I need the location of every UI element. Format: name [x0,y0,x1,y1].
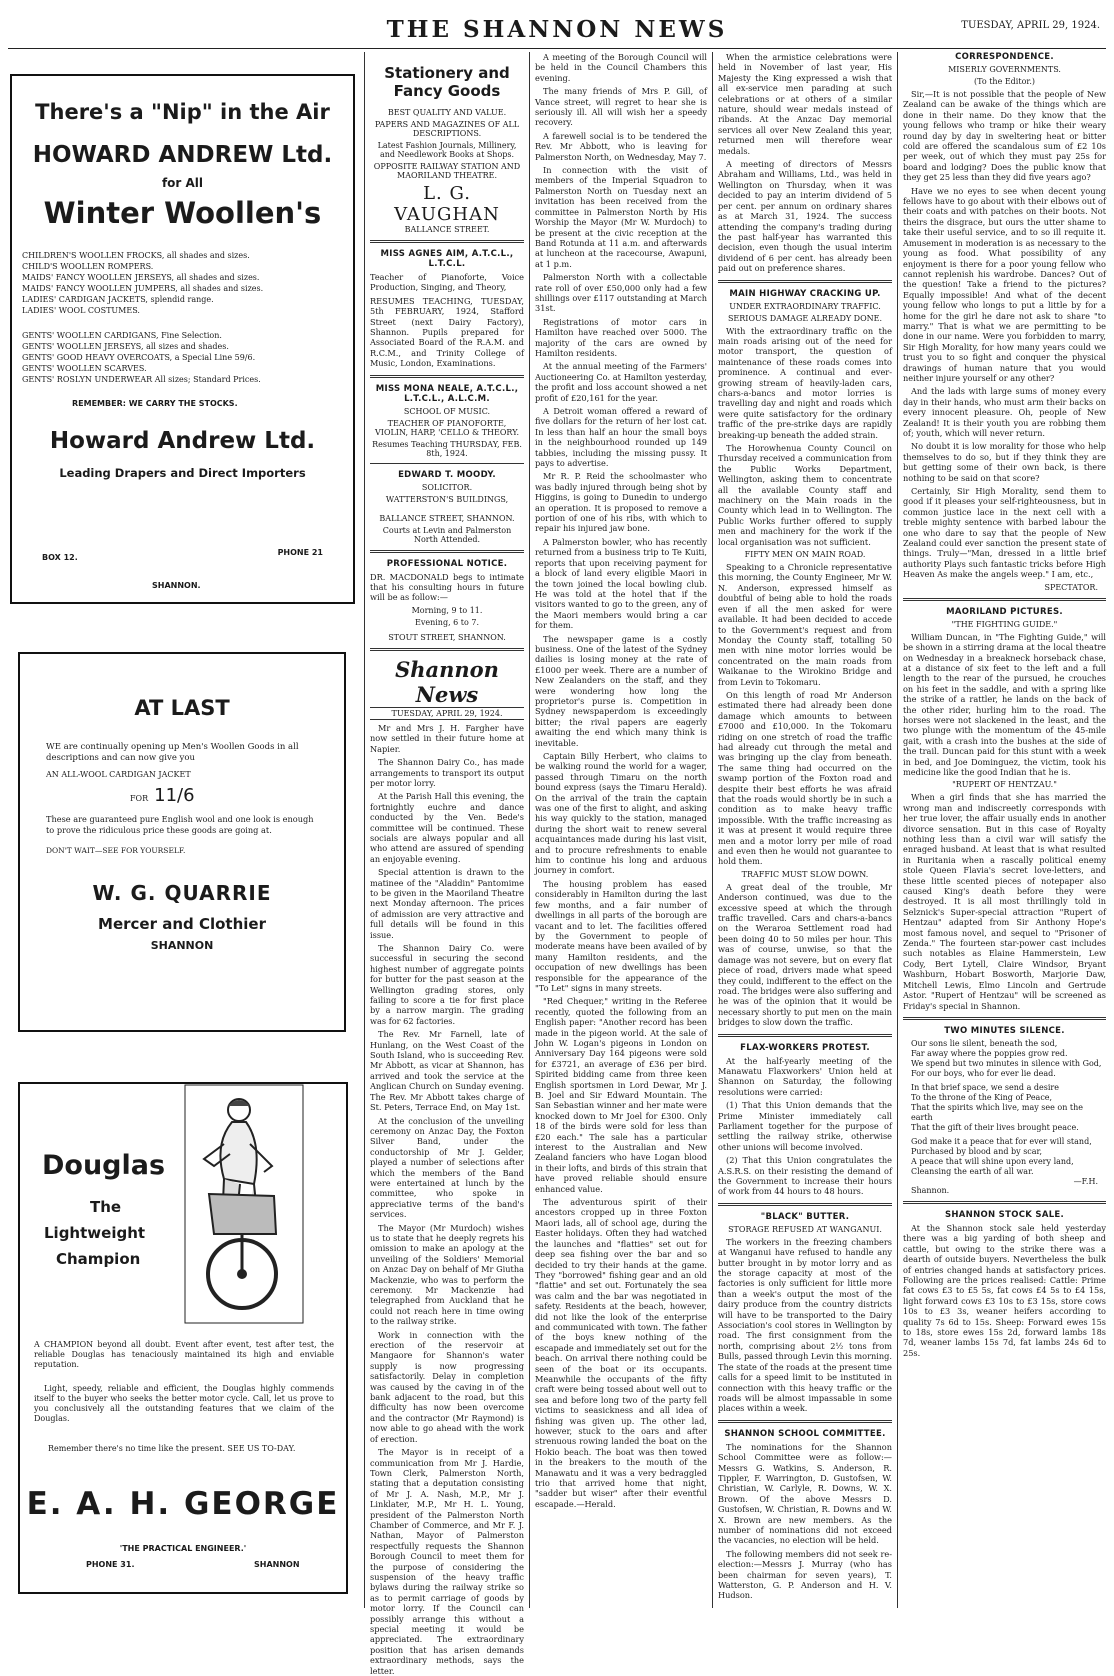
news-paragraph: A Palmerston bowler, who has recently returned from a business trip to Te Kuiti, reports that upon receiving payment for a block of land every eligible Maori in the town joined the local bowling club. He was told at the hotel that if the visitors wanted to go to the green, any of the Maori members would bring a car for them. [535,536,707,631]
advert-winter-woollens: Winter Woollen's [43,196,322,230]
news-paragraph: (1) That this Union demands that the Prime Minister immediately call Parliament together for the purpose of settling the railway strike, otherwise other unions will become involved. [718,1100,892,1152]
motorcyclist-illustration [184,1084,304,1324]
ad-line: Courts at Levin and Palmerston North Attended. [382,525,512,544]
column-divider [712,52,713,1608]
shannon-news-nameplate: Shannon News [395,656,499,707]
news-paragraph: A meeting of directors of Messrs Abraham and Williams, Ltd., was held in Wellington on Thursday, when it was decided to pay an interim dividend of 5 per cent. per annum on ordinary shares as at March 31, 1924. The success attending the company's trading during the past half-year has warranted this decision, even though the usual interim dividend of 6 per cent. has already been paid out on preference shares. [718,159,892,274]
poem-line: In that brief space, we send a desire [911,1082,1059,1092]
article-subheading: STORAGE REFUSED AT WANGANUI. [728,1224,882,1234]
advert-callout: Remember there's no time like the present. SEE US TO-DAY. [48,1444,296,1453]
news-paragraph: Speaking to a Chronicle representative this morning, the County Engineer, Mr W. N. Anderson, expressed himself as doubtful of being able to hold the roads even if all the men asked for were available. It had been decided to accede to the Government's request and from Monday the County staff, totalling 50 men with nine motor lorries would be concentrated on the main roads from Waikanae to the Wirokino Bridge and from Levin to Tokomaru. [718,562,892,687]
quarrie-name: W. G. QUARRIE [92,881,272,905]
ad-line: SOLICITOR. [421,482,473,492]
news-paragraph: At the Parish Hall this evening, the fortnightly euchre and dance conducted by the Ven. Bede's committee will be continued. These socials are always popular and all who attend are assured of spending an enjoyable evening. [370,791,524,864]
at-last-heading: AT LAST [134,696,230,720]
news-paragraph: At the half-yearly meeting of the Manawatu Flaxworkers' Union held at Shannon on Saturday, the following resolutions were carried: [718,1055,892,1097]
advert-body: WE are continually opening up Men's Woollen Goods in all descriptions and can now give you [46,742,299,763]
advert-paragraph: Light, speedy, reliable and efficient, the Douglas highly commends itself to the buyer who seeks the better motor cycle. Call, let us prove to you conclusively all the outstanding features that we claim of the Douglas. [34,1384,334,1423]
news-paragraph: The adventurous spirit of their ancestors cropped up in three Foxton Maori lads, all of school age, during the Easter holidays. Often they had watched the launches and "flatties" set out for deep sea fishing over the bar and so decided to try their hands at the game. They "borrowed" fishing gear and an old "flattie" and set out. Fortunately the sea was calm and the bar was negotiated in safety. Residents at the beach, however, did not like the look of the enterprise and communicated with town. The father of the boys knew nothing of the escapade and immediately set out for the beach. On arrival there nothing could be seen of the boat or its occupants. Meanwhile the occupants of the fifty craft were being tossed about well out to sea and before long two of the party fell victims to seasickness and all idea of fishing was given up. The other lad, however, stuck to the oars and after strenuous rowing landed the boat on the Hokio beach. The boat was then towed in the breakers to the mouth of the Manawatu and it was a very bedraggled trio that arrived home that night, "sadder but wiser" after their eventful escapade.—Herald. [535,1197,707,1509]
news-paragraph: The Mayor is in receipt of a communication from Mr J. Hardie, Town Clerk, Palmerston North, stating that a deputation consisting of Mr J. A. Nash, M.P., Mr J. Linklater, M.P., Mr H. L. Young, president of the Palmerston North Chamber of Commerce, and Mr F. J. Nathan, Mayor of Palmerston respectfully requests the Shannon Borough Council to meet them for the purpose of considering the suspension of the heavy traffic bylaws during the railway strike so as to permit carriage of goods by motor lorry. If the Council can possibly arrange this without a special meeting it would be appreciated. The extraordinary position that has arisen demands extraordinary methods, says the letter. [370,1447,524,1676]
news-paragraph: Palmerston North with a collectable rate roll of over £50,000 only had a few shillings over £117 outstanding at March 31st. [535,272,707,314]
list-item: LADIES' CARDIGAN JACKETS, splendid range. [22,295,214,304]
article-subheading: SERIOUS DAMAGE ALREADY DONE. [727,313,883,323]
douglas-lightweight: Lightweight [44,1224,146,1242]
advert-for-all: for All [161,176,204,190]
douglas-the: The [90,1198,122,1216]
ad-line: BALLANCE STREET, SHANNON. [379,513,515,523]
trade-line: Mercer and Clothier [98,915,266,933]
poem-line: Purchased by blood and by scar, [911,1146,1043,1156]
news-paragraph: A meeting of the Borough Council will be held in the Council Chambers this evening. [535,52,707,83]
town: SHANNON. [152,581,201,590]
fancy-goods-heading: Fancy Goods [393,82,501,100]
poem-line: We spend but two minutes in silence with God, [911,1058,1102,1068]
poem-line: That the spirits which live, may see on the earth [911,1102,1084,1122]
news-paragraph: Captain Billy Herbert, who claims to be walking round the world for a wager, passed through Timaru on the north bound express (says the Timaru Herald). On the arrival of the train the captain was one of the first to alight, and asking his way quickly to the station, managed during the short wait to renew several acquaintances made during his last visit, and to procure refreshments to enable him to continue his long and arduous journey in comfort. [535,751,707,876]
list-item: CHILD'S WOOLLEN ROMPERS. [22,262,154,271]
news-paragraph: A farewell social is to be tendered the Rev. Mr Abbott, who is leaving for Palmerston North, on Wednesday, May 7. [535,130,707,162]
letter-paragraph: Certainly, Sir High Morality, send them to good if it pleases your self-righteousness, but in common justice lace in the next cell with a treble mighty sentence with barbed labour the one who dare to say that the people of New Zealand could ever sanction the present state of things. Truly—"Man, dressed in a little brief authority Plays such fantastic tricks before High Heaven As make the angels weep." I am, etc., [903,486,1106,580]
article-subheading: "RUPERT OF HENTZAU." [952,780,1057,790]
ad-line: BALLANCE STREET. [404,225,490,234]
poem-line: God make it a peace that for ever will stand, [911,1136,1092,1146]
ad-line: PAPERS AND MAGAZINES OF ALL DESCRIPTIONS. [374,120,520,138]
ad-line: Morning, 9 to 11. [411,605,483,615]
news-paragraph: William Duncan, in "The Fighting Guide," will be shown in a stirring drama at the local theatre on Wednesday in a breakneck horseback chase, at a distance of six feet to the left and a full length to the rear of the pursued, he crouches on his feet in the saddle, and with a spring like the strike of a rattler, he lands on the back of the other rider, hurling him to the road. The horses were not slackened in the least, and the two plunge with the momentum of the 45-mile gait, with a crash into the bushes at the side of the trail. Duncan paid for this stunt with a week in bed, and Joe Dominguez, the victim, took his medicine like the good Indian that he is. [903,631,1106,777]
poem-line: To the throne of the King of Peace, [911,1092,1053,1102]
ad-line: WATTERSTON'S BUILDINGS, [385,494,509,504]
news-paragraph: With the extraordinary traffic on the main roads arising out of the need for motor transport, the question of maintenance of these roads comes into prominence. A continual and ever-growing stream of heavily-laden cars, chars-a-bancs and motor lorries is travelling day and night and roads which were quite satisfactory for the ordinary traffic of the pre-strike days are rapidly breaking-up beneath the added strain. [718,325,892,440]
news-paragraph: Registrations of motor cars in Hamilton have reached over 5000. The majority of the cars are owned by Hamilton residents. [535,316,707,358]
news-paragraph: When the armistice celebrations were held in November of last year, His Majesty the King expressed a wish that all ex-service men parading at such celebrations or at others of a similar nature, should wear medals instead of ribands. At the Anzac Day memorial services all over New Zealand this year, returned men will therefore wear medals. [718,52,892,156]
letter-title: MISERLY GOVERNMENTS. [948,65,1061,74]
poem-line: Our sons lie silent, beneath the sod, [911,1038,1058,1048]
guarantee-text: These are guaranteed pure English wool and one look is enough to prove the ridiculous price these goods are going at. [46,814,314,835]
poem [903,1039,1106,1177]
article-heading: MAORILAND PICTURES. [946,606,1063,617]
article-heading: FLAX-WORKERS PROTEST. [740,1042,870,1053]
list-item: GENTS' WOOLLEN CARDIGANS, Fine Selection. [22,331,222,340]
phone-number: PHONE 21 [277,548,323,557]
news-paragraph: (2) That this Union congratulates the A.S.R.S. on their resisting the demand of the Government to increase their hours of work from 44 hours to 48 hours. [718,1155,892,1197]
column-divider [897,52,898,1608]
masthead [0,14,1114,46]
news-paragraph: "Red Chequer," writing in the Referee recently, quoted the following from an English paper: "Another record has been made in the pigeon world. At the sale of John W. Logan's pigeons in London on Anniversary Day 164 pigeons were sold for £3721, an average of £36 per bird. Spirited bidding came from three keen English sportsmen in Lord Dewar, Mr J. B. Joel and Sir Edward Mountain. The San Sebastian winner and her mate were knocked down to Mr Joel for £300. Only 18 of the birds were sold for less than £20 each." The sale has a particular interest to the Australian and New Zealand fanciers who have Logan blood in their lofts, and birds of this strain that have proved reliable should ensure enhanced value. [535,996,707,1194]
vaughan-name: L. G. VAUGHAN [394,183,500,225]
news-paragraph: In connection with the visit of members of the Imperial Squadron to Palmerston North on Tuesday next an invitation has been received from the committee in Palmerston North by His Worship the Mayor (Mr W. Murdoch) to be present at the civic reception at the Band Rotunda at 11 a.m. and afterwards at luncheon at the racecourse, Awapuni, at 1 p.m. [535,165,707,269]
ad-line: STOUT STREET, SHANNON. [388,632,506,642]
ad-line: BEST QUALITY AND VALUE. [387,108,507,117]
advert-paragraph: A CHAMPION beyond all doubt. Event after event, test after test, the reliable Douglas has tenaciously maintained its high and enviable reputation. [34,1340,334,1369]
news-paragraph: The workers in the freezing chambers at Wanganui have refused to handle any butter brought in by motor lorry and as the storage capacity at most of the factories is only sufficient for little more than a week's output the most of the dairy produce from the country districts will have to be transported to the Dairy Association's cool stores in Wellington by road. The first consignment from the north, comprising about 2½ tons from Bulls, passed through Levin this morning. The state of the roads at the present time calls for a speed limit to be instituted in connection with this heavy traffic or the roads will be almost impassable in some places within a week. [718,1236,892,1414]
article-subheading: UNDER EXTRAORDINARY TRAFFIC. [729,301,881,311]
column-divider [529,52,530,1608]
news-paragraph: The following members did not seek re-election:—Messrs J. Murray (who has been chairman for seven years), T. Watterston, G. P. Anderson and H. V. Hudson. [718,1548,892,1601]
price: 11/6 [154,785,195,806]
newspaper-title: THE SHANNON NEWS [386,16,728,43]
childrens-ladies-list [22,250,353,316]
column-4 [718,52,892,1608]
news-paragraph: The Shannon Dairy Co. were successful in securing the second highest number of aggregate points for butter for the past season at the Wellington grading stores, only failing to score a tie for first place by a narrow margin. The grading was for 62 factories. [370,943,524,1026]
macdonald-notice: DR. MACDONALD begs to intimate that his consulting hours in future will be as follow:— [370,571,524,603]
news-paragraph: The Mayor (Mr Murdoch) wishes us to state that he deeply regrets his omission to make an apology at the unveiling of the Soldiers' Memorial on Anzac Day on behalf of Mr Giutha Mackenzie, who was to perform the ceremony. Mr Mackenzie had telegraphed from Auckland that he could not reach here in time owing to the railway strike. [370,1222,524,1327]
ad-line: Latest Fashion Journals, Millinery, and Needlework Books at Shops. [377,141,517,159]
douglas-name: Douglas [42,1150,166,1181]
masthead-rule [8,48,1106,49]
douglas-advert [18,1082,348,1594]
poem-line: Cleansing the earth of all war. [911,1166,1034,1176]
news-paragraph: The Horowhenua County Council on Thursday received a communication from the Public Works Department, Wellington, asking them to concentrate all the available County staff and machinery on the Main roads in the County which lead in to Wellington. The Public Works further offered to supply men and machinery for the work if the local organisation was not sufficient. [718,443,892,547]
column-2 [370,52,524,1676]
letter-paragraph: And the lads with large sums of money every day in their hands, who must arm their backs on every innocent pleasure. Oh, people of New Zealand! It is their youth you are robbing them of; youth, which will never return. [903,386,1106,438]
letter-paragraph: No doubt it is low morality for those who help themselves to do so, but if they think they are but getting some of their own back, is there nothing to be said on that score? [903,441,1106,483]
poem-place: Shannon. [911,1185,950,1195]
list-item: GENTS' WOOLLEN SCARVES. [22,364,147,373]
article-heading: TWO MINUTES SILENCE. [944,1025,1065,1036]
advert-tagline: Leading Drapers and Direct Importers [59,466,306,480]
quarrie-advert [18,652,346,1032]
ad-line: SCHOOL OF MUSIC. [403,406,491,416]
news-paragraph: At the Shannon stock sale held yesterday there was a big yarding of both sheep and cattle, but owing to the strike there was a dearth of outside buyers. Nevertheless the bulk of entries changed hands at satisfactory prices. Following are the prices realised: Cattle: Prime fat cows £3 to £5 5s, fat cows £4 5s to £4 15s, light forward cows £3 10s to £3 15s, store cows 10s to £3 3s, weaner heifers according to quality 7s 6d to 15s. Sheep: Forward ewes 15s to 18s, store ewes 15s 2d, forward lambs 18s 7d, weaner lambs 15s 7d, fat lambs 24s 6d to 25s. [903,1222,1106,1358]
ad-line: Evening, 6 to 7. [414,617,479,627]
article-subheading: FIFTY MEN ON MAIN ROAD. [744,550,866,560]
george-name: E. A. H. GEORGE [26,1486,340,1522]
news-paragraph: At the conclusion of the unveiling ceremony on Anzac Day, the Foxton Silver Band, under the conductorship of Mr J. Gelder, played a number of selections after which the members of the Band were entertained at lunch by the committee, who spoke in appreciative terms of the band's services. [370,1115,524,1220]
advert-company: HOWARD ANDREW Ltd. [32,142,333,168]
ad-line: TEACHER OF PIANOFORTE, VIOLIN, HARP, 'CELLO & THEORY. [375,418,519,437]
column-divider [364,52,365,1608]
remember-line: REMEMBER: WE CARRY THE STOCKS. [72,399,238,408]
jacket-line: AN ALL-WOOL CARDIGAN JACKET [46,770,191,779]
poem-signature: —F.H. [1073,1176,1098,1186]
news-paragraph: Mr R. P. Reid the schoolmaster who was badly injured through being shot by Higgins, is going to Dunedin to undergo an operation. It is proposed to remove a portion of one of his ribs, with which to repair his injured jaw bone. [535,471,707,534]
article-subheading: "THE FIGHTING GUIDE." [951,619,1058,629]
practical-engineer: 'THE PRACTICAL ENGINEER.' [119,1544,247,1553]
aim-text: Teacher of Pianoforte, Voice Production, Singing, and Theory, [370,272,524,293]
news-paragraph: The newspaper game is a costly business. One of the latest of the Sydney dailies is losing money at the rate of £1000 per week. There are a number of New Zealanders on the staff, and they were wondering how long the proprietor's purse is. Competition in Sydney newspaperdom is exceedingly bitter; the rival papers are eagerly awaiting the end which many think is inevitable. [535,633,707,748]
ad-line: OPPOSITE RAILWAY STATION AND MAORILAND THEATRE. [373,162,521,180]
poem-line: Far away where the poppies grow red. [911,1048,1068,1058]
price-line [130,785,344,806]
letter-signature: SPECTATOR. [1044,582,1098,592]
column-5 [903,52,1106,1608]
news-paragraph: The many friends of Mrs P. Gill, of Vance street, will regret to hear she is seriously ill. All will wish her a speedy recovery. [535,86,707,128]
letter-paragraph: Have we no eyes to see when decent young fellows have to go about with their elbows out of their coats and with patches on their boots. Not theirs the disgrace, but ours the utter shame to take their useful service, and to so ill requite it. Amusement in moderation is as necessary to the young as food. What possibility of any enjoyment is there for a poor young fellow who cannot replenish his wardrobe. Dances? Out of the question! Take a friend to the pictures? Equally impossible! And what of the decent young fellow who longs to put a little by for a home for the girl he dare not ask to share "to marry." That is what we are permitting to be done in our name. Were you forbidden to marry, Sir High Morality, for how many years could we trust you to so fight and conquer the physical drawings of human nature that you would neither injure yourself or any other? [903,185,1106,383]
list-item: LADIES' WOOL COSTUMES. [22,306,140,315]
box-number: BOX 12. [42,553,78,562]
news-paragraph: The Shannon Dairy Co., has made arrangements to transport its output per motor lorry. [370,757,524,788]
dont-wait: DON'T WAIT—SEE FOR YOURSELF. [46,846,186,855]
stationery-heading: Stationery and [384,64,510,82]
news-paragraph: The Rev. Mr Farnell, late of Hunlang, on the West Coast of the South Island, who is succeeding Rev. Mr Abbott, as vicar at Shannon, has arrived and took the service at the Anglican Church on Sunday evening. The Rev. Mr Abbott takes charge of St. Peters, Terrace End, on May 1st. [370,1029,524,1113]
column-3 [535,52,707,1608]
article-subheading: TRAFFIC MUST SLOW DOWN. [741,869,869,879]
advert-headline: There's a "Nip" in the Air [35,100,330,124]
ad-line: Resumes Teaching THURSDAY, FEB. 8th, 1924. [372,439,522,458]
town: SHANNON [254,1560,300,1569]
town: SHANNON [150,939,214,952]
gents-list [22,330,353,385]
list-item: CHILDREN'S WOOLLEN FROCKS, all shades and sizes. [22,251,250,260]
article-heading: MAIN HIGHWAY CRACKING UP. [729,288,881,299]
article-heading: SHANNON STOCK SALE. [944,1209,1065,1220]
professional-notice-heading: PROFESSIONAL NOTICE. [386,558,508,569]
phone-number: PHONE 31. [86,1560,135,1569]
nameplate-date: TUESDAY, APRIL 29, 1924. [370,707,524,720]
letter-address: (To the Editor.) [974,77,1035,86]
news-paragraph: Special attention is drawn to the matinee of the "Aladdin" Pantomime to be given in the Maoriland Theatre next Monday afternoon. The prices of admission are very attractive and full details will be found in this issue. [370,867,524,940]
news-paragraph: At the annual meeting of the Farmers' Auctioneering Co. at Hamilton yesterday, the profit and loss account showed a net profit of £20,161 for the year. [535,361,707,403]
aim-resumes: RESUMES TEACHING, TUESDAY, 5th FEBRUARY, 1924, Stafford Street (next Dairy Factory), Shannon. Pupils prepared for Associated Board of the R.A.M. and R.C.M., and Trinity College of Music, London, Examinations. [370,295,524,369]
poem-line: For our boys, who for ever lie dead. [911,1068,1056,1078]
news-paragraph: On this length of road Mr Anderson estimated there had already been done damage which amounts to between £7000 and £10,000. In the Tokomaru riding on one stretch of road the traffic had already cut through the metal and was bringing up the clay from beneath. The same thing had occurred on the swamp portion of the Foxton road and despite their best efforts he was afraid that the roads would shortly be in such a condition as to make heavy traffic impossible. With the traffic increasing as it was at present it would require three men and a motor lorry per mile of road and even then he would not guarantee to hold them. [718,689,892,867]
letter-paragraph: Sir,—It is not possible that the people of New Zealand can be awake of the things which are done in their name. Do they know that the young fellows who tramp or hike their weary round day by day in sweltering heat or bitter cold are offered the scandalous sum of £2 10s per week, out of which they must pay 25s for board and lodging? Does the public know that they get 25 less than they did five years ago? [903,89,1106,183]
news-paragraph: When a girl finds that she has married the wrong man and indiscreetly corresponds with her true lover, the affair usually ends in another divorce sensation. But in this case of Royalty nothing less than a civil war will satisfy the enraged husband. At least that is what resulted in Ruritania when a rascally political enemy stole Queen Flavia's secret love-letters, and these little scented pieces of notepaper also caused King's death before they were destroyed. It is all most thrillingly told in Selznick's Super-special attraction "Rupert of Hentzau" adapted from Sir Anthony Hope's most famous novel, and sequel to "Prisoner of Zenda." The fourteen star-power cast includes such notables as Elaine Hammerstein, Lew Cody, Bert Lytell, Claire Windsor, Bryant Washburn, Hobart Bosworth, Marjorie Daw, Mitchell Lewis, Elmo Lincoln and Gertrude Astor. "Rupert of Hentzau" will be screened as Friday's special in Shannon. [903,792,1106,1011]
news-paragraph: A great deal of the trouble, Mr Anderson continued, was due to the excessive speed at which the through traffic travelled. Cars and chars-a-bancs on the Weraroa Settlement road had been doing 40 to 50 miles per hour. This was of course, unwise, so that the damage was not severe, but on every flat piece of road, drivers made what speed they could, indifferent to the effect on the road. The bridges were also suffering and he was of the opinion that it would be necessary shortly to put men on the main bridges to slow down the traffic. [718,881,892,1028]
poem-line: A peace that will shine upon every land, [911,1156,1074,1166]
list-item: GENTS' GOOD HEAVY OVERCOATS, a Special Line 59/6. [22,353,256,362]
news-paragraph: Mr and Mrs J. H. Fargher have now settled in their future home at Napier. [370,722,524,754]
advert-signature: Howard Andrew Ltd. [49,428,316,454]
poem-line: That the gift of their lives brought peace. [911,1122,1079,1132]
aim-heading: MISS AGNES AIM, A.T.C.L., L.T.C.L. [380,249,514,269]
douglas-champion: Champion [56,1250,141,1268]
article-heading: SHANNON SCHOOL COMMITTEE. [724,1428,886,1439]
news-paragraph: Work in connection with the erection of the reservoir at Mangaore for Shannon's water supply is now progressing satisfactorily. Delay in completion was caused by the caving in of the bank adjacent to the road, but this difficulty has now been overcome and the contractor (Mr Raymond) is now able to go ahead with the work of erection. [370,1329,524,1444]
news-paragraph: The nominations for the Shannon School Committee were as follow:— Messrs G. Watkins, S. Anderson, R. Tippler, F. Warrington, D. Gustofsen, W. Christian, W. Carlyle, R. Downs, W. X. Brown. Of the above Messrs D. Gustofsen, W. Christian, R. Downs and W. X. Brown are new members. As the number of nominations did not exceed the vacancies, no election will be held. [718,1441,892,1546]
howard-andrew-advert [10,74,355,604]
neale-heading: MISS MONA NEALE, A.T.C.L., L.T.C.L., A.L.C.M. [375,383,519,404]
news-paragraph: The housing problem has eased considerably in Hamilton during the last few months, and a fair number of dwellings in all parts of the borough are vacant and to let. The facilities offered by the Government to people of moderate means have been availed of by many Hamilton residents, and the occupation of new dwellings has been responsible for the appearance of the "To Let" signs in many streets. [535,878,707,993]
list-item: MAIDS' FANCY WOOLLEN JUMPERS, all shades and sizes. [22,284,264,293]
moody-heading: EDWARD T. MOODY. [398,469,496,480]
list-item: GENTS' WOOLLEN JERSEYS, all sizes and shades. [22,342,229,351]
for-label: FOR [130,794,149,803]
article-heading: "BLACK" BUTTER. [760,1211,850,1222]
news-paragraph: A Detroit woman offered a reward of five dollars for the return of her lost cat. In less than half an hour the small boys in the neighbourhood rounded up 149 tabbies, including the missing pussy. It pays to advertise. [535,406,707,469]
correspondence-heading: CORRESPONDENCE. [955,52,1054,62]
list-item: MAIDS' FANCY WOOLLEN JERSEYS, all shades and sizes. [22,273,260,282]
issue-date: TUESDAY, APRIL 29, 1924. [961,20,1100,31]
list-item: GENTS' ROSLYN UNDERWEAR All sizes; Standard Prices. [22,375,261,384]
